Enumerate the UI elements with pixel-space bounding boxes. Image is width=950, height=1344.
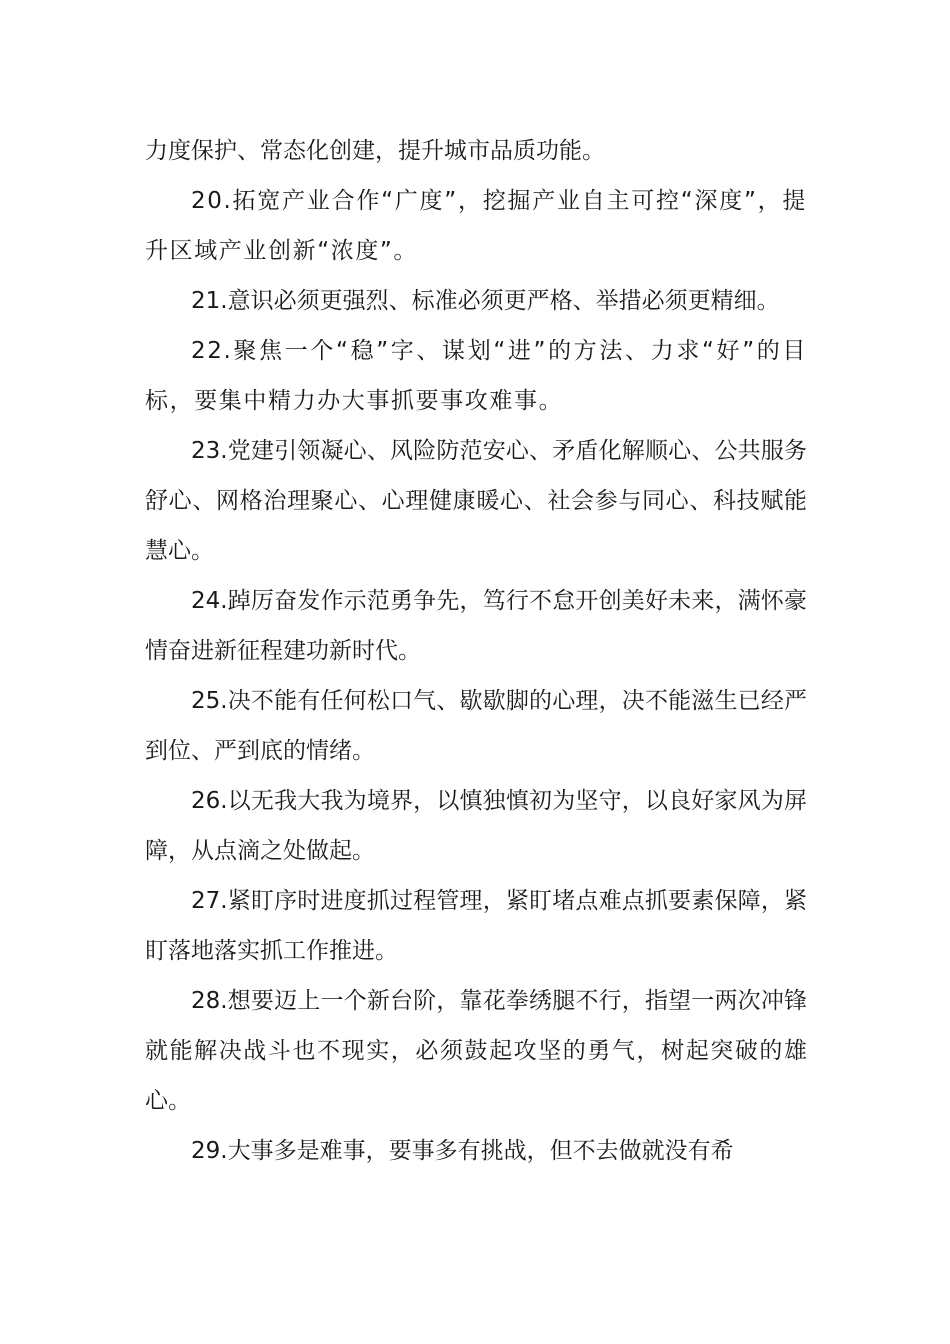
paragraph-21: 21.意识必须更强烈、标准必须更严格、举措必须更精细。 [191, 288, 780, 314]
paragraph-23: 23.党建引领凝心、风险防范安心、矛盾化解顺心、公共服务舒心、网格治理聚心、心理健康暖心、社会参与同心、科技赋能慧心。 [145, 438, 807, 564]
paragraph-27: 27.紧盯序时进度抓过程管理，紧盯堵点难点抓要素保障，紧盯落地落实抓工作推进。 [145, 888, 807, 964]
paragraph-24: 24.踔厉奋发作示范勇争先，笃行不怠开创美好未来，满怀豪情奋进新征程建功新时代。 [145, 588, 807, 664]
paragraph-29: 29.大事多是难事，要事多有挑战，但不去做就没有希 [191, 1138, 734, 1164]
paragraph-25: 25.决不能有任何松口气、歇歇脚的心理，决不能滋生已经严到位、严到底的情绪。 [145, 688, 807, 764]
paragraph-20: 20.拓宽产业合作“广度”，挖掘产业自主可控“深度”，提升区域产业创新“浓度”。 [145, 188, 807, 264]
paragraph-22: 22.聚焦一个“稳”字、谋划“进”的方法、力求“好”的目标，要集中精力办大事抓要事攻难事。 [145, 338, 807, 414]
paragraph-28: 28.想要迈上一个新台阶，靠花拳绣腿不行，指望一两次冲锋就能解决战斗也不现实，必须鼓起攻坚的勇气，树起突破的雄心。 [145, 988, 807, 1114]
paragraph-continued: 力度保护、常态化创建，提升城市品质功能。 [145, 138, 605, 164]
document-body [145, 126, 807, 1176]
paragraph-26: 26.以无我大我为境界，以慎独慎初为坚守，以良好家风为屏障，从点滴之处做起。 [145, 788, 807, 864]
